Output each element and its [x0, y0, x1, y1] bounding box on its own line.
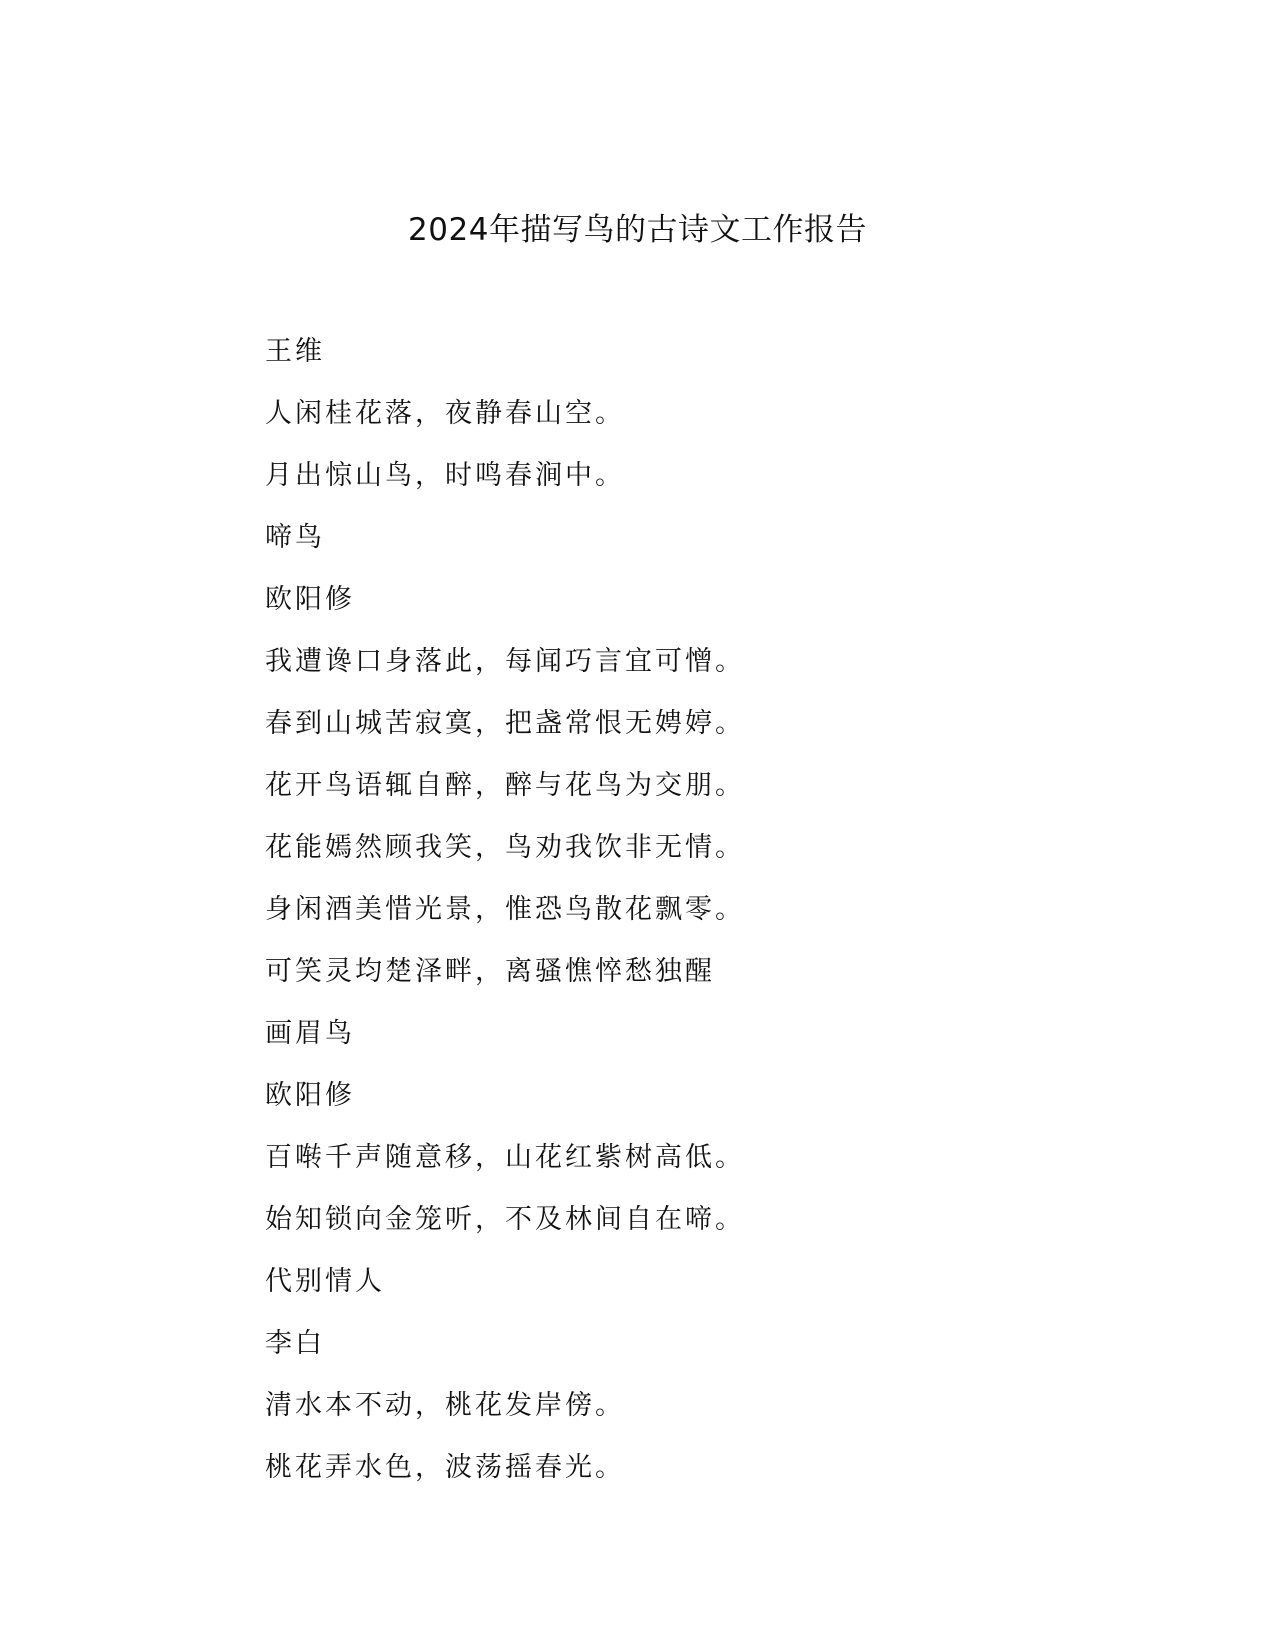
poem-text-body	[265, 330, 1065, 1508]
author-line: 欧阳修	[265, 584, 355, 615]
author-line: 李白	[265, 1328, 325, 1359]
author-line: 欧阳修	[265, 1080, 355, 1111]
verse-line: 春到山城苦寂寞，把盏常恨无娉婷。	[265, 708, 745, 739]
verse-line: 始知锁向金笼听，不及林间自在啼。	[265, 1204, 745, 1235]
verse-line: 月出惊山鸟，时鸣春涧中。	[265, 460, 625, 491]
verse-line: 百啭千声随意移，山花红紫树高低。	[265, 1142, 745, 1173]
author-line: 王维	[265, 336, 325, 367]
document-title: 2024年描写鸟的古诗文工作报告	[408, 212, 867, 248]
poem-title-line: 啼鸟	[265, 522, 325, 553]
verse-line: 可笑灵均楚泽畔，离骚憔悴愁独醒	[265, 956, 715, 987]
verse-line: 花能嫣然顾我笑，鸟劝我饮非无情。	[265, 832, 745, 863]
verse-line: 我遭谗口身落此，每闻巧言宜可憎。	[265, 646, 745, 677]
verse-line: 桃花弄水色，波荡摇春光。	[265, 1452, 625, 1483]
verse-line: 清水本不动，桃花发岸傍。	[265, 1390, 625, 1421]
verse-line: 人闲桂花落，夜静春山空。	[265, 398, 625, 429]
verse-line: 身闲酒美惜光景，惟恐鸟散花飘零。	[265, 894, 745, 925]
poem-title-line: 画眉鸟	[265, 1018, 355, 1049]
verse-line: 花开鸟语辄自醉，醉与花鸟为交朋。	[265, 770, 745, 801]
poem-title-line: 代别情人	[265, 1266, 385, 1297]
